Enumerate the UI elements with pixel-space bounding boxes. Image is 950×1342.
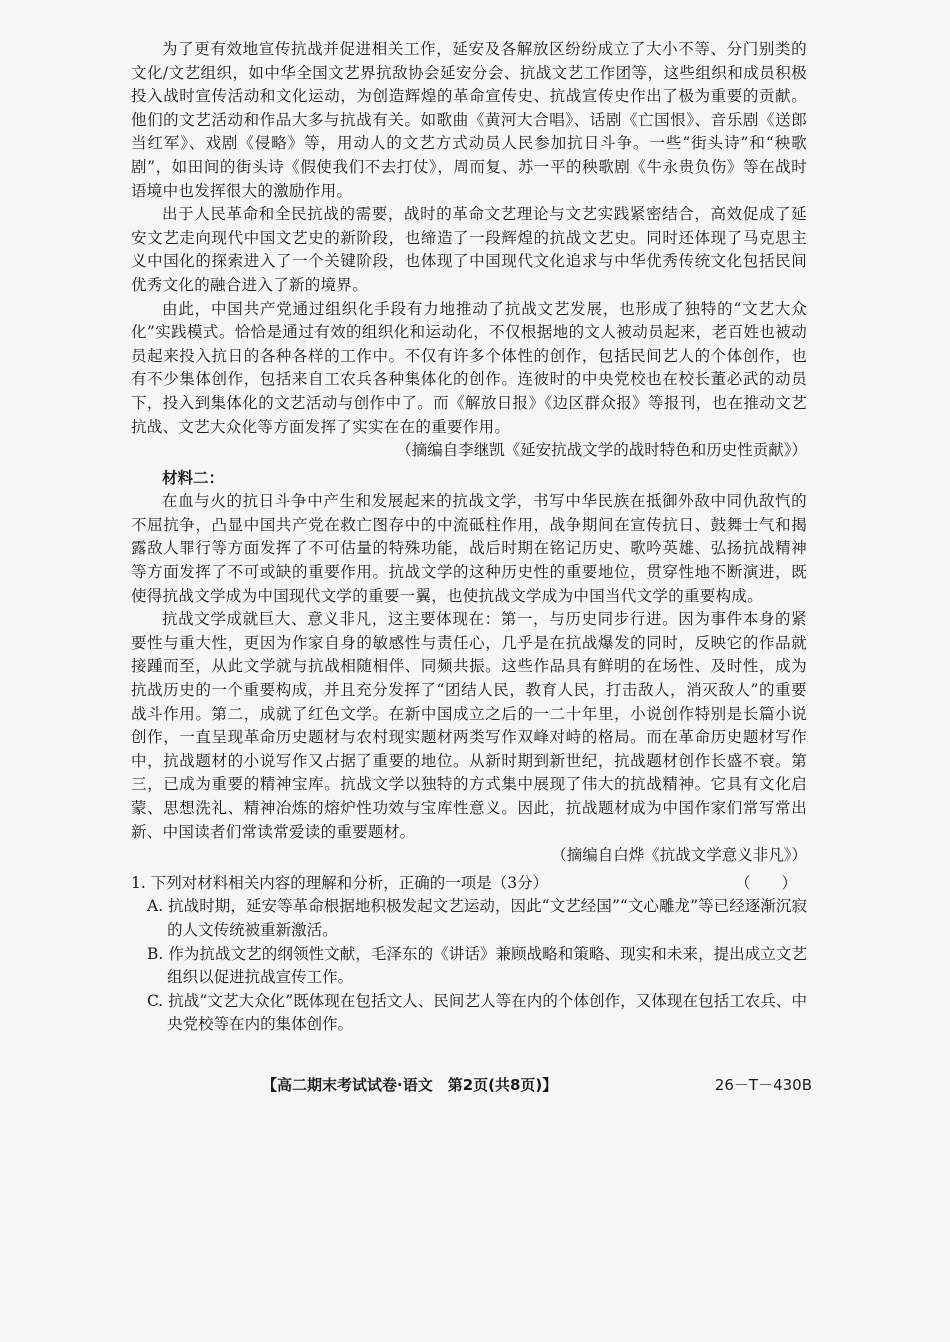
option-c: C. 抗战“文艺大众化”既体现在包括文人、民间艺人等在内的个体创作，又体现在包括工农兵、中央党校等在内的集体创作。: [147, 991, 807, 1034]
question-1-text: 1. 下列对材料相关内容的理解和分析，正确的一项是（3分）: [131, 873, 549, 892]
material1-source: （摘编自李继凯《延安抗战文学的战时特色和历史性贡献》）: [396, 441, 807, 460]
material1-paragraph-3: 由此，中国共产党通过组织化手段有力地推动了抗战文艺发展，也形成了独特的“文艺大众化”实践模式。恰恰是通过有效的组织化和运动化，不仅根据地的文人被动员起来，老百姓也被动员起来投入抗日的各种各样的工作中。不仅有许多个体性的创作，包括民间艺人的个体创作，也有不少集体创作，包括来自工农兵各种集体化的创作。连彼时的中央党校也在校长董必武的动员下，投入到集体化的文艺活动与创作中了。而《解放日报》《边区群众报》等报刊，也在推动文艺抗战、文艺大众化等方面发挥了实实在在的重要作用。: [131, 299, 807, 436]
answer-bracket: （ ）: [734, 873, 797, 892]
material1-paragraph-1: 为了更有效地宣传抗战并促进相关工作，延安及各解放区纷纷成立了大小不等、分门别类的文化/文艺组织，如中华全国文艺界抗敌协会延安分会、抗战文艺工作团等，这些组织和成员积极投入战时宣传活动和文化运动，为创造辉煌的革命宣传史、抗战宣传史作出了极为重要的贡献。他们的文艺活动和作品大多与抗战有关。如歌曲《黄河大合唱》、话剧《亡国恨》、音乐剧《送郎当红军》、戏剧《侵略》等，用动人的文艺方式动员人民参加抗日斗争。一些“街头诗”和“秧歌剧”，如田间的街头诗《假使我们不去打仗》，周而复、苏一平的秧歌剧《牛永贵负伤》等在战时语境中也发挥很大的激励作用。: [131, 40, 807, 200]
option-a: A. 抗战时期，延安等革命根据地积极发起文艺运动，因此“文艺经国”“文心雕龙”等已经逐渐沉寂的人文传统被重新激活。: [147, 897, 807, 939]
material1-paragraph-2: 出于人民革命和全民抗战的需要，战时的革命文艺理论与文艺实践紧密结合，高效促成了延安文艺走向现代中国文艺史的新阶段，也缔造了一段辉煌的抗战文艺史。同时还体现了马克思主义中国化的探索进入了一个关键阶段，也体现了中国现代文化追求与中华优秀传统文化包括民间优秀文化的融合进入了新的境界。: [131, 205, 807, 294]
page-content: [131, 38, 807, 1037]
material2-paragraph-1: 在血与火的抗日斗争中产生和发展起来的抗战文学，书写中华民族在抵御外敌中同仇敌忾的不屈抗争，凸显中国共产党在救亡图存中的中流砥柱作用，战争期间在宣传抗日、鼓舞士气和揭露敌人罪行等方面发挥了不可估量的特殊功能，战后时期在铭记历史、歌吟英雄、弘扬抗战精神等方面发挥了不可或缺的重要作用。抗战文学的这种历史性的重要地位，贯穿性地不断演进，既使得抗战文学成为中国现代文学的重要一翼，也使抗战文学成为中国当代文学的重要构成。: [131, 492, 807, 605]
option-b: B. 作为抗战文艺的纲领性文献，毛泽东的《讲话》兼顾战略和策略、现实和未来，提出成立文艺组织以促进抗战宣传工作。: [147, 944, 807, 987]
page-footer: [262, 1074, 812, 1095]
footer-title: 【高二期末考试试卷·语文 第2页(共8页)】: [262, 1076, 558, 1094]
question-1-stem: [131, 872, 807, 896]
footer-code: 26－T－430B: [714, 1076, 812, 1094]
material2-source: （摘编自白烨《抗战文学意义非凡》）: [551, 846, 807, 865]
material2-paragraph-2: 抗战文学成就巨大、意义非凡，这主要体现在：第一，与历史同步行进。因为事件本身的紧要性与重大性，更因为作家自身的敏感性与责任心，几乎是在抗战爆发的同时，反映它的作品就接踵而至，从此文学就与抗战相随相伴、同频共振。这些作品具有鲜明的在场性、及时性，成为抗战历史的一个重要构成，并且充分发挥了“团结人民，教育人民，打击敌人，消灭敌人”的重要战斗作用。第二，成就了红色文学。在新中国成立之后的一二十年里，小说创作特别是长篇小说创作，一直呈现革命历史题材与农村现实题材两类写作双峰对峙的格局。而在革命历史题材写作中，抗战题材的小说写作又占据了重要的地位。从新时期到新世纪，抗战题材创作长盛不衰。第三，已成为重要的精神宝库。抗战文学以独特的方式集中展现了伟大的抗战精神。它具有文化启蒙、思想洗礼、精神冶炼的熔炉性功效与宝库性意义。因此，抗战题材成为中国作家们常写常出新、中国读者们常读常爱读的重要题材。: [131, 610, 807, 841]
material2-heading: 材料二：: [162, 468, 225, 487]
